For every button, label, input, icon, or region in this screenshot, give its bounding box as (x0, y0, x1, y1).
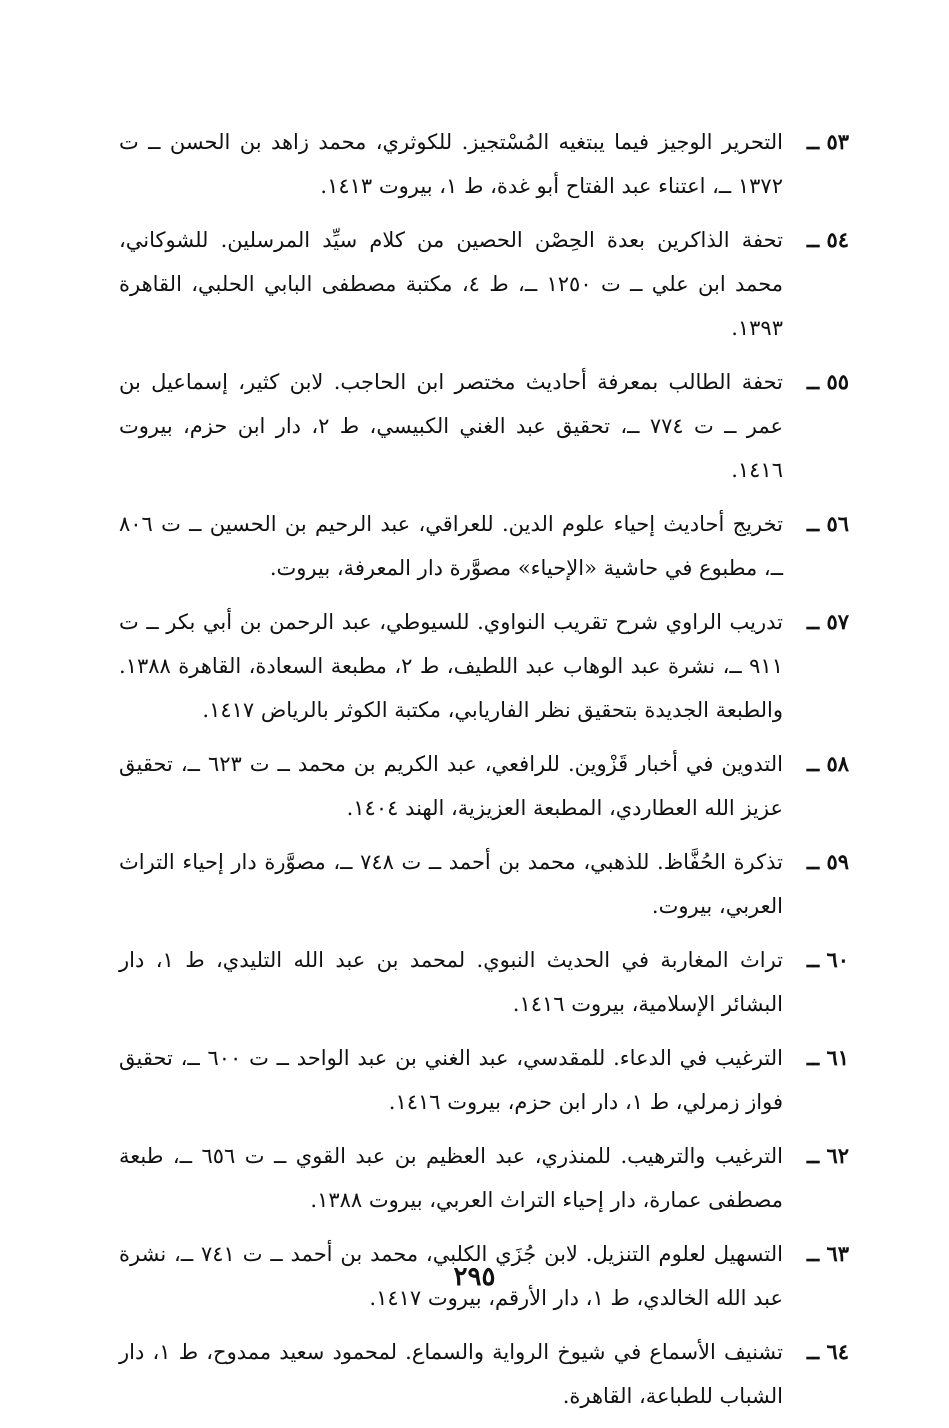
entry-number: ٦٣ ــ (806, 1241, 849, 1266)
entry-number: ٦١ ــ (806, 1045, 849, 1070)
entry-text: تراث المغاربة في الحديث النبوي. لمحمد بن عبد الله التليدي، ط ١، دار البشائر الإسلامية، بيروت ١٤١٦. (119, 948, 783, 1016)
entry-text: الترغيب والترهيب. للمنذري، عبد العظيم بن عبد القوي ــ ت ٦٥٦ ــ، طبعة مصطفى عمارة، دار إحياء التراث العربي، بيروت ١٣٨٨. (119, 1144, 784, 1212)
entry-text: تحفة الذاكرين بعدة الحِصْن الحصين من كلام سيِّد المرسلين. للشوكاني، محمد ابن علي ــ ت ١٢٥٠ ــ، ط ٤، مكتبة مصطفى البابي الحلبي، القاهرة ١٣٩٣. (119, 228, 784, 340)
entry-number: ٦٢ ــ (806, 1143, 849, 1168)
bibliography-entry (119, 742, 849, 830)
entry-number: ٥٤ ــ (806, 227, 849, 252)
entry-text: تحفة الطالب بمعرفة أحاديث مختصر ابن الحاجب. لابن كثير، إسماعيل بن عمر ــ ت ٧٧٤ ــ، تحقيق عبد الغني الكبيسي، ط ٢، دار ابن حزم، بيروت ١٤١٦. (119, 370, 784, 482)
entry-number: ٥٩ ــ (806, 849, 849, 874)
entry-text: تذكرة الحُفَّاظ. للذهبي، محمد بن أحمد ــ ت ٧٤٨ ــ، مصوَّرة دار إحياء التراث العربي، بيروت. (119, 850, 783, 918)
entry-number: ٥٥ ــ (806, 369, 849, 394)
bibliography-entry (119, 1036, 849, 1124)
entry-number: ٥٦ ــ (806, 511, 849, 536)
bibliography-entry (119, 120, 849, 208)
page-number: ٢٩٥ (453, 1262, 496, 1292)
entry-text: التدوين في أخبار قَزْوين. للرافعي، عبد الكريم بن محمد ــ ت ٦٢٣ ــ، تحقيق عزيز الله العطاردي، المطبعة العزيزية، الهند ١٤٠٤. (119, 752, 783, 820)
bibliography-entry (119, 938, 849, 1026)
bibliography-entry (119, 1134, 849, 1222)
bibliography-list (119, 120, 849, 1428)
entry-text: تدريب الراوي شرح تقريب النواوي. للسيوطي، عبد الرحمن بن أبي بكر ــ ت ٩١١ ــ، نشرة عبد الوهاب عبد اللطيف، ط ٢، مطبعة السعادة، القاهرة ١٣٨٨. والطبعة الجديدة بتحقيق نظر الفاريابي، مكتبة الكوثر بالرياض ١٤١٧. (119, 610, 783, 722)
entry-text: تخريج أحاديث إحياء علوم الدين. للعراقي، عبد الرحيم بن الحسين ــ ت ٨٠٦ ــ، مطبوع في حاشية «الإحياء» مصوَّرة دار المعرفة، بيروت. (119, 512, 783, 580)
entry-text: التسهيل لعلوم التنزيل. لابن جُزَي الكلبي، محمد بن أحمد ــ ت ٧٤١ ــ، نشرة عبد الله الخالدي، ط ١، دار الأرقم، بيروت ١٤١٧. (119, 1242, 783, 1310)
bibliography-entry (119, 502, 849, 590)
bibliography-entry (119, 600, 849, 732)
entry-number: ٥٣ ــ (806, 129, 849, 154)
entry-text: الترغيب في الدعاء. للمقدسي، عبد الغني بن عبد الواحد ــ ت ٦٠٠ ــ، تحقيق فواز زمرلي، ط ١، دار ابن حزم، بيروت ١٤١٦. (119, 1046, 783, 1114)
entry-number: ٥٨ ــ (806, 751, 849, 776)
entry-number: ٦٤ ــ (806, 1339, 849, 1364)
bibliography-entry (119, 360, 849, 492)
entry-number: ٦٠ ــ (806, 947, 849, 972)
entry-number: ٥٧ ــ (806, 609, 849, 634)
entry-text: التحرير الوجيز فيما يبتغيه المُسْتجيز. للكوثري، محمد زاهد بن الحسن ــ ت ١٣٧٢ ــ، اعتناء عبد الفتاح أبو غدة، ط ١، بيروت ١٤١٣. (119, 130, 783, 198)
entry-text: تشنيف الأسماع في شيوخ الرواية والسماع. لمحمود سعيد ممدوح، ط ١، دار الشباب للطباعة، القاهرة. (119, 1340, 783, 1408)
bibliography-entry (119, 840, 849, 928)
bibliography-entry (119, 1330, 849, 1418)
bibliography-entry (119, 218, 849, 350)
